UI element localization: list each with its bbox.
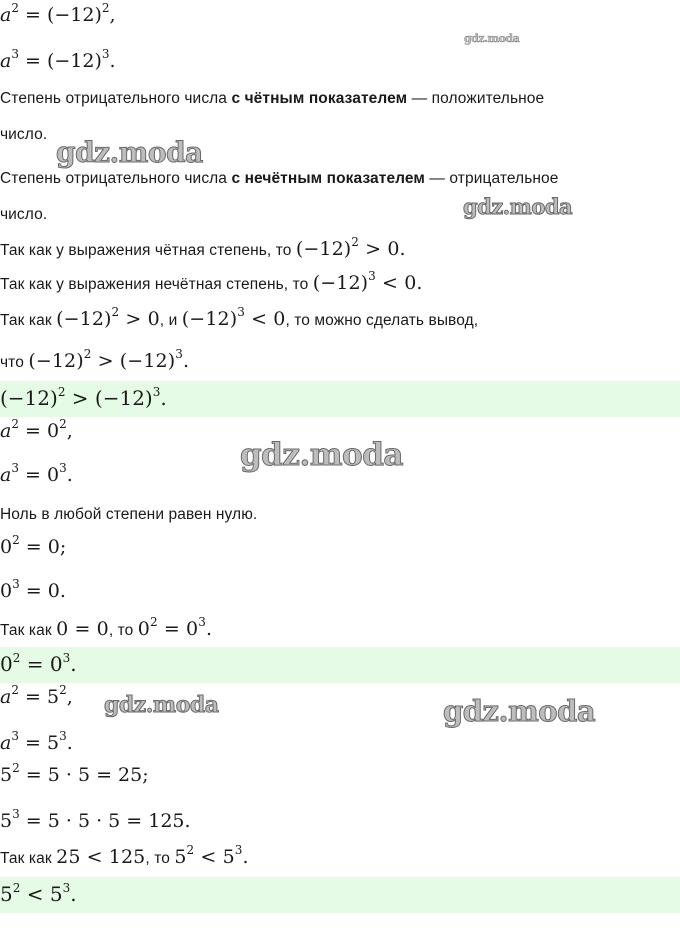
equation-a-squared-zero: $a^2 = 0^2$,	[0, 417, 73, 442]
rule-even-exponent-cont: число.	[0, 126, 48, 143]
answer-2: $0^2 = 0^3$.	[0, 651, 77, 676]
answer-3: $5^2 < 5^3$.	[0, 881, 77, 906]
statement-conclusion: Так как $(-12)^2 > 0$, и $(-12)^3 < 0$, то можно сделать вывод,	[0, 305, 479, 330]
rule-even-exponent: Степень отрицательного числа с чётным показателем — положительное	[0, 90, 545, 107]
equation-zero-squared: $0^2 = 0$;	[0, 533, 67, 558]
equation-five-cubed: $5^3 = 5 \cdot 5 \cdot 5 = 125$.	[0, 807, 191, 832]
rule-odd-exponent-cont: число.	[0, 206, 48, 223]
answer-box-1	[0, 381, 680, 417]
watermark-logo: gdz.moda	[463, 194, 573, 219]
equation-a-squared-neg12: $a^2 = (-12)^2$,	[0, 1, 116, 26]
statement-five: Так как 25 < 125, то $5^2 < 5^3$.	[0, 843, 249, 868]
answer-box-2	[0, 647, 680, 683]
watermark-logo: gdz.moda	[464, 32, 520, 45]
watermark-logo: gdz.moda	[56, 136, 203, 169]
equation-a-cubed-neg12: $a^3 = (-12)^3$.	[0, 47, 116, 72]
statement-zero: Так как 0 = 0, то $0^2 = 0^3$.	[0, 615, 213, 640]
rule-odd-exponent: Степень отрицательного числа с нечётным показателем — отрицательное	[0, 170, 559, 187]
watermark-logo: gdz.moda	[104, 692, 219, 718]
statement-even-power: Так как у выражения чётная степень, то $(-12)^2 > 0$.	[0, 235, 406, 260]
rule-zero-power: Ноль в любой степени равен нулю.	[0, 506, 258, 523]
statement-conclusion-cont: что $(-12)^2 > (-12)^3$.	[0, 347, 190, 372]
watermark-logo: gdz.moda	[443, 694, 596, 728]
statement-odd-power: Так как у выражения нечётная степень, то $(-12)^3 < 0$.	[0, 269, 423, 294]
watermark-logo: gdz.moda	[240, 437, 403, 473]
equation-five-squared: $5^2 = 5 \cdot 5 = 25$;	[0, 761, 149, 786]
equation-a-squared-five: $a^2 = 5^2$,	[0, 683, 73, 708]
equation-a-cubed-five: $a^3 = 5^3$.	[0, 729, 73, 754]
answer-1: $(-12)^2 > (-12)^3$.	[0, 385, 167, 410]
equation-zero-cubed: $0^3 = 0$.	[0, 577, 66, 602]
equation-a-cubed-zero: $a^3 = 0^3$.	[0, 461, 73, 486]
answer-box-3	[0, 877, 680, 913]
